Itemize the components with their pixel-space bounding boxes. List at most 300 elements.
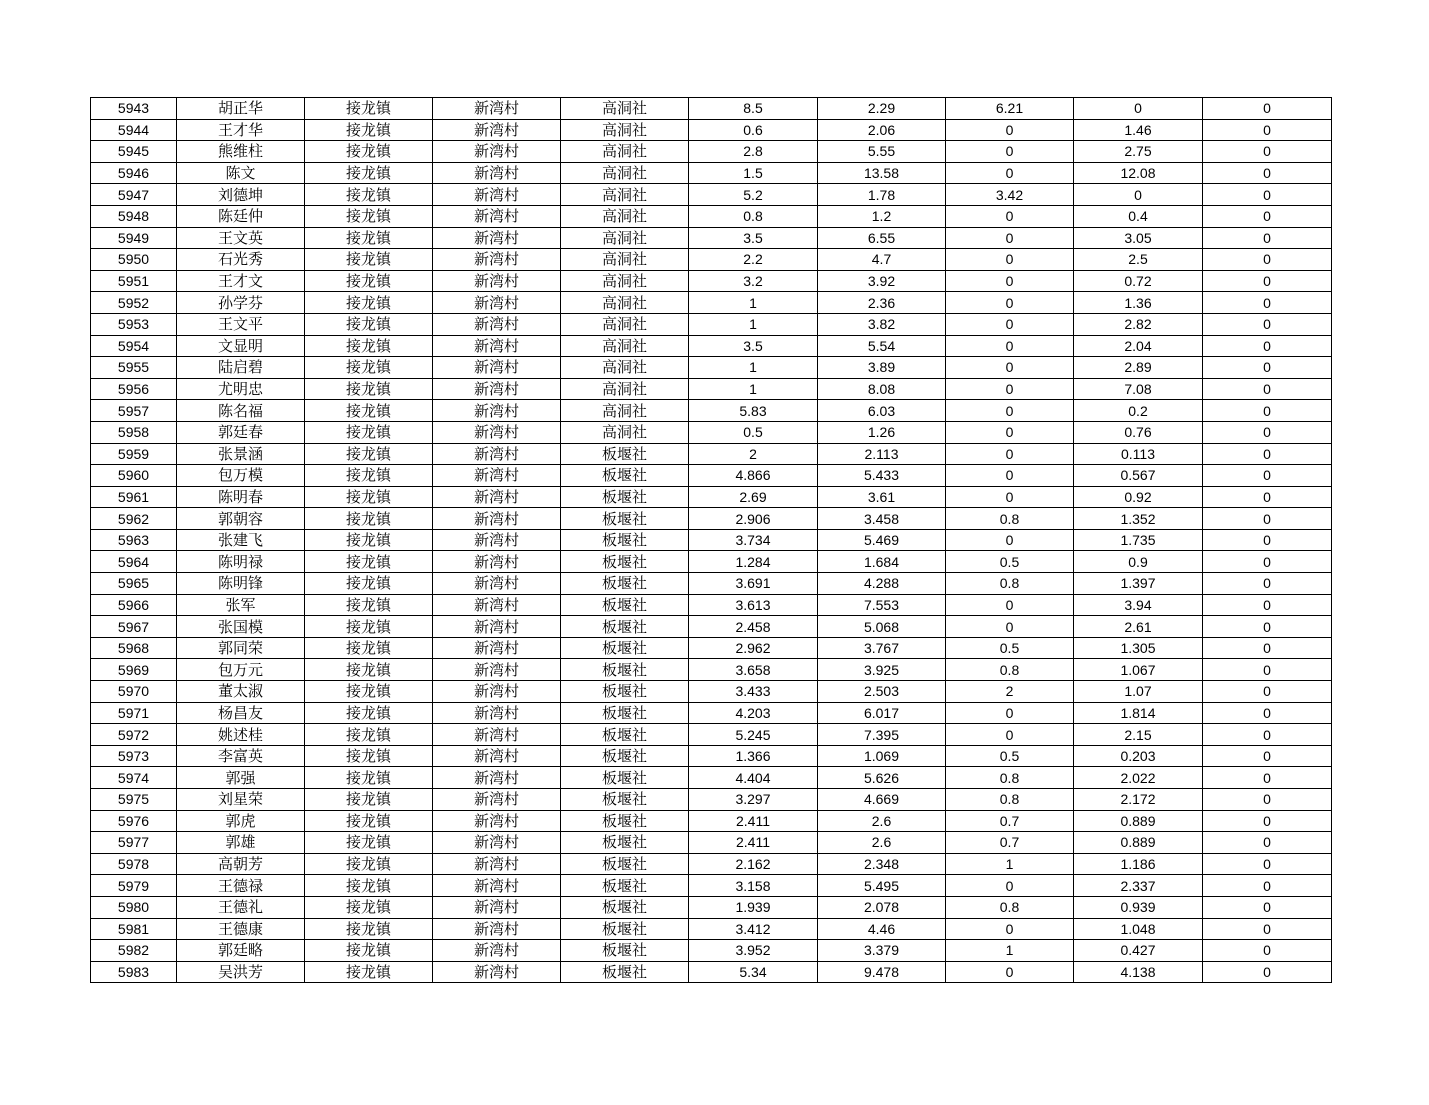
village-cell: 新湾村 bbox=[433, 637, 561, 659]
group-cell: 高洞社 bbox=[561, 421, 689, 443]
value-c-cell: 0 bbox=[946, 465, 1074, 487]
value-d-cell: 0.113 bbox=[1074, 443, 1203, 465]
row-id-cell: 5971 bbox=[91, 702, 177, 724]
row-id-cell: 5964 bbox=[91, 551, 177, 573]
value-a-cell: 3.952 bbox=[689, 940, 818, 962]
table-row bbox=[91, 659, 1332, 681]
value-b-cell: 1.78 bbox=[818, 184, 946, 206]
row-id-cell: 5961 bbox=[91, 486, 177, 508]
value-e-cell: 0 bbox=[1203, 875, 1332, 897]
row-id-cell: 5957 bbox=[91, 400, 177, 422]
value-a-cell: 3.433 bbox=[689, 681, 818, 703]
value-b-cell: 1.684 bbox=[818, 551, 946, 573]
town-cell: 接龙镇 bbox=[305, 249, 433, 271]
value-c-cell: 0 bbox=[946, 335, 1074, 357]
value-e-cell: 0 bbox=[1203, 940, 1332, 962]
value-c-cell: 0.5 bbox=[946, 745, 1074, 767]
village-cell: 新湾村 bbox=[433, 832, 561, 854]
value-e-cell: 0 bbox=[1203, 789, 1332, 811]
village-cell: 新湾村 bbox=[433, 918, 561, 940]
value-d-cell: 0.72 bbox=[1074, 270, 1203, 292]
name-cell: 吴洪芳 bbox=[177, 961, 305, 983]
value-d-cell: 1.352 bbox=[1074, 508, 1203, 530]
value-a-cell: 2.162 bbox=[689, 853, 818, 875]
value-e-cell: 0 bbox=[1203, 832, 1332, 854]
group-cell: 板堰社 bbox=[561, 789, 689, 811]
value-e-cell: 0 bbox=[1203, 551, 1332, 573]
table-row bbox=[91, 400, 1332, 422]
row-id-cell: 5953 bbox=[91, 313, 177, 335]
table-row bbox=[91, 853, 1332, 875]
town-cell: 接龙镇 bbox=[305, 789, 433, 811]
name-cell: 张军 bbox=[177, 594, 305, 616]
village-cell: 新湾村 bbox=[433, 184, 561, 206]
town-cell: 接龙镇 bbox=[305, 681, 433, 703]
name-cell: 陈廷仲 bbox=[177, 205, 305, 227]
value-d-cell: 2.04 bbox=[1074, 335, 1203, 357]
value-d-cell: 2.75 bbox=[1074, 141, 1203, 163]
town-cell: 接龙镇 bbox=[305, 529, 433, 551]
row-id-cell: 5948 bbox=[91, 205, 177, 227]
value-b-cell: 5.626 bbox=[818, 767, 946, 789]
value-d-cell: 1.186 bbox=[1074, 853, 1203, 875]
village-cell: 新湾村 bbox=[433, 681, 561, 703]
name-cell: 王文英 bbox=[177, 227, 305, 249]
value-e-cell: 0 bbox=[1203, 335, 1332, 357]
value-c-cell: 0 bbox=[946, 616, 1074, 638]
village-cell: 新湾村 bbox=[433, 205, 561, 227]
row-id-cell: 5958 bbox=[91, 421, 177, 443]
value-a-cell: 3.2 bbox=[689, 270, 818, 292]
value-b-cell: 4.7 bbox=[818, 249, 946, 271]
village-cell: 新湾村 bbox=[433, 961, 561, 983]
group-cell: 板堰社 bbox=[561, 940, 689, 962]
town-cell: 接龙镇 bbox=[305, 357, 433, 379]
row-id-cell: 5952 bbox=[91, 292, 177, 314]
village-cell: 新湾村 bbox=[433, 551, 561, 573]
name-cell: 郭廷春 bbox=[177, 421, 305, 443]
value-c-cell: 0 bbox=[946, 119, 1074, 141]
group-cell: 板堰社 bbox=[561, 896, 689, 918]
value-b-cell: 7.553 bbox=[818, 594, 946, 616]
value-b-cell: 3.925 bbox=[818, 659, 946, 681]
town-cell: 接龙镇 bbox=[305, 421, 433, 443]
town-cell: 接龙镇 bbox=[305, 119, 433, 141]
table-row bbox=[91, 249, 1332, 271]
table-row bbox=[91, 767, 1332, 789]
name-cell: 刘星荣 bbox=[177, 789, 305, 811]
table-row bbox=[91, 292, 1332, 314]
value-e-cell: 0 bbox=[1203, 594, 1332, 616]
town-cell: 接龙镇 bbox=[305, 896, 433, 918]
table-row bbox=[91, 875, 1332, 897]
group-cell: 高洞社 bbox=[561, 378, 689, 400]
value-e-cell: 0 bbox=[1203, 400, 1332, 422]
row-id-cell: 5945 bbox=[91, 141, 177, 163]
town-cell: 接龙镇 bbox=[305, 508, 433, 530]
value-a-cell: 3.734 bbox=[689, 529, 818, 551]
row-id-cell: 5954 bbox=[91, 335, 177, 357]
value-e-cell: 0 bbox=[1203, 270, 1332, 292]
group-cell: 板堰社 bbox=[561, 724, 689, 746]
row-id-cell: 5960 bbox=[91, 465, 177, 487]
value-a-cell: 1 bbox=[689, 357, 818, 379]
value-a-cell: 1 bbox=[689, 313, 818, 335]
town-cell: 接龙镇 bbox=[305, 184, 433, 206]
value-a-cell: 3.691 bbox=[689, 573, 818, 595]
value-a-cell: 3.658 bbox=[689, 659, 818, 681]
table-row bbox=[91, 702, 1332, 724]
value-d-cell: 2.15 bbox=[1074, 724, 1203, 746]
name-cell: 郭强 bbox=[177, 767, 305, 789]
value-a-cell: 0.6 bbox=[689, 119, 818, 141]
name-cell: 李富英 bbox=[177, 745, 305, 767]
group-cell: 高洞社 bbox=[561, 249, 689, 271]
town-cell: 接龙镇 bbox=[305, 767, 433, 789]
group-cell: 高洞社 bbox=[561, 270, 689, 292]
table-row bbox=[91, 745, 1332, 767]
town-cell: 接龙镇 bbox=[305, 486, 433, 508]
value-a-cell: 2 bbox=[689, 443, 818, 465]
value-d-cell: 0.92 bbox=[1074, 486, 1203, 508]
town-cell: 接龙镇 bbox=[305, 378, 433, 400]
value-b-cell: 2.6 bbox=[818, 810, 946, 832]
town-cell: 接龙镇 bbox=[305, 292, 433, 314]
value-a-cell: 2.8 bbox=[689, 141, 818, 163]
value-d-cell: 2.89 bbox=[1074, 357, 1203, 379]
village-cell: 新湾村 bbox=[433, 853, 561, 875]
group-cell: 高洞社 bbox=[561, 357, 689, 379]
value-a-cell: 3.412 bbox=[689, 918, 818, 940]
table-row bbox=[91, 141, 1332, 163]
group-cell: 板堰社 bbox=[561, 961, 689, 983]
table-row bbox=[91, 961, 1332, 983]
village-cell: 新湾村 bbox=[433, 119, 561, 141]
name-cell: 石光秀 bbox=[177, 249, 305, 271]
value-c-cell: 2 bbox=[946, 681, 1074, 703]
village-cell: 新湾村 bbox=[433, 443, 561, 465]
group-cell: 板堰社 bbox=[561, 486, 689, 508]
name-cell: 孙学芬 bbox=[177, 292, 305, 314]
group-cell: 板堰社 bbox=[561, 745, 689, 767]
town-cell: 接龙镇 bbox=[305, 270, 433, 292]
village-cell: 新湾村 bbox=[433, 292, 561, 314]
value-b-cell: 2.078 bbox=[818, 896, 946, 918]
value-a-cell: 1.5 bbox=[689, 162, 818, 184]
value-b-cell: 5.495 bbox=[818, 875, 946, 897]
value-e-cell: 0 bbox=[1203, 205, 1332, 227]
value-d-cell: 2.022 bbox=[1074, 767, 1203, 789]
value-a-cell: 2.411 bbox=[689, 810, 818, 832]
name-cell: 胡正华 bbox=[177, 98, 305, 120]
table-row bbox=[91, 378, 1332, 400]
value-a-cell: 8.5 bbox=[689, 98, 818, 120]
table-row bbox=[91, 551, 1332, 573]
value-a-cell: 5.245 bbox=[689, 724, 818, 746]
village-cell: 新湾村 bbox=[433, 724, 561, 746]
row-id-cell: 5965 bbox=[91, 573, 177, 595]
value-a-cell: 1.939 bbox=[689, 896, 818, 918]
value-b-cell: 4.46 bbox=[818, 918, 946, 940]
group-cell: 高洞社 bbox=[561, 335, 689, 357]
table-row bbox=[91, 205, 1332, 227]
group-cell: 高洞社 bbox=[561, 119, 689, 141]
town-cell: 接龙镇 bbox=[305, 205, 433, 227]
value-c-cell: 0 bbox=[946, 486, 1074, 508]
value-d-cell: 1.814 bbox=[1074, 702, 1203, 724]
row-id-cell: 5972 bbox=[91, 724, 177, 746]
row-id-cell: 5963 bbox=[91, 529, 177, 551]
value-a-cell: 3.158 bbox=[689, 875, 818, 897]
row-id-cell: 5943 bbox=[91, 98, 177, 120]
town-cell: 接龙镇 bbox=[305, 551, 433, 573]
table-row bbox=[91, 594, 1332, 616]
group-cell: 板堰社 bbox=[561, 659, 689, 681]
village-cell: 新湾村 bbox=[433, 810, 561, 832]
village-cell: 新湾村 bbox=[433, 940, 561, 962]
value-c-cell: 0.5 bbox=[946, 551, 1074, 573]
value-c-cell: 0.5 bbox=[946, 637, 1074, 659]
table-row bbox=[91, 940, 1332, 962]
row-id-cell: 5966 bbox=[91, 594, 177, 616]
value-c-cell: 0 bbox=[946, 357, 1074, 379]
village-cell: 新湾村 bbox=[433, 616, 561, 638]
table-row bbox=[91, 896, 1332, 918]
table-row bbox=[91, 227, 1332, 249]
value-a-cell: 1.366 bbox=[689, 745, 818, 767]
group-cell: 板堰社 bbox=[561, 637, 689, 659]
value-c-cell: 0.8 bbox=[946, 896, 1074, 918]
row-id-cell: 5955 bbox=[91, 357, 177, 379]
name-cell: 熊维柱 bbox=[177, 141, 305, 163]
value-b-cell: 5.068 bbox=[818, 616, 946, 638]
value-a-cell: 4.203 bbox=[689, 702, 818, 724]
table-body bbox=[91, 98, 1332, 983]
town-cell: 接龙镇 bbox=[305, 961, 433, 983]
row-id-cell: 5946 bbox=[91, 162, 177, 184]
value-c-cell: 0 bbox=[946, 205, 1074, 227]
value-c-cell: 0 bbox=[946, 227, 1074, 249]
table-row bbox=[91, 637, 1332, 659]
row-id-cell: 5977 bbox=[91, 832, 177, 854]
value-b-cell: 1.2 bbox=[818, 205, 946, 227]
group-cell: 板堰社 bbox=[561, 810, 689, 832]
value-a-cell: 4.404 bbox=[689, 767, 818, 789]
value-d-cell: 1.067 bbox=[1074, 659, 1203, 681]
group-cell: 板堰社 bbox=[561, 853, 689, 875]
value-c-cell: 0 bbox=[946, 421, 1074, 443]
name-cell: 姚述桂 bbox=[177, 724, 305, 746]
value-c-cell: 0 bbox=[946, 400, 1074, 422]
village-cell: 新湾村 bbox=[433, 465, 561, 487]
village-cell: 新湾村 bbox=[433, 875, 561, 897]
town-cell: 接龙镇 bbox=[305, 465, 433, 487]
value-e-cell: 0 bbox=[1203, 745, 1332, 767]
table-row bbox=[91, 681, 1332, 703]
value-a-cell: 1 bbox=[689, 378, 818, 400]
town-cell: 接龙镇 bbox=[305, 162, 433, 184]
group-cell: 高洞社 bbox=[561, 141, 689, 163]
row-id-cell: 5973 bbox=[91, 745, 177, 767]
town-cell: 接龙镇 bbox=[305, 227, 433, 249]
table-row bbox=[91, 508, 1332, 530]
value-d-cell: 0.9 bbox=[1074, 551, 1203, 573]
value-a-cell: 3.613 bbox=[689, 594, 818, 616]
village-cell: 新湾村 bbox=[433, 594, 561, 616]
village-cell: 新湾村 bbox=[433, 486, 561, 508]
group-cell: 板堰社 bbox=[561, 551, 689, 573]
town-cell: 接龙镇 bbox=[305, 616, 433, 638]
value-d-cell: 2.172 bbox=[1074, 789, 1203, 811]
value-e-cell: 0 bbox=[1203, 421, 1332, 443]
group-cell: 板堰社 bbox=[561, 616, 689, 638]
town-cell: 接龙镇 bbox=[305, 443, 433, 465]
group-cell: 高洞社 bbox=[561, 292, 689, 314]
data-table bbox=[90, 97, 1332, 983]
value-e-cell: 0 bbox=[1203, 896, 1332, 918]
village-cell: 新湾村 bbox=[433, 141, 561, 163]
value-d-cell: 0.203 bbox=[1074, 745, 1203, 767]
value-b-cell: 4.288 bbox=[818, 573, 946, 595]
value-b-cell: 6.03 bbox=[818, 400, 946, 422]
table-row bbox=[91, 98, 1332, 120]
row-id-cell: 5983 bbox=[91, 961, 177, 983]
value-d-cell: 0.567 bbox=[1074, 465, 1203, 487]
value-a-cell: 5.34 bbox=[689, 961, 818, 983]
value-d-cell: 2.82 bbox=[1074, 313, 1203, 335]
value-b-cell: 3.458 bbox=[818, 508, 946, 530]
village-cell: 新湾村 bbox=[433, 357, 561, 379]
name-cell: 王德禄 bbox=[177, 875, 305, 897]
name-cell: 陈明锋 bbox=[177, 573, 305, 595]
value-d-cell: 0.2 bbox=[1074, 400, 1203, 422]
value-d-cell: 1.305 bbox=[1074, 637, 1203, 659]
table-row bbox=[91, 184, 1332, 206]
town-cell: 接龙镇 bbox=[305, 573, 433, 595]
value-b-cell: 3.92 bbox=[818, 270, 946, 292]
value-a-cell: 2.2 bbox=[689, 249, 818, 271]
value-a-cell: 1 bbox=[689, 292, 818, 314]
value-c-cell: 6.21 bbox=[946, 98, 1074, 120]
value-c-cell: 0.8 bbox=[946, 789, 1074, 811]
group-cell: 板堰社 bbox=[561, 702, 689, 724]
name-cell: 尤明忠 bbox=[177, 378, 305, 400]
group-cell: 高洞社 bbox=[561, 98, 689, 120]
group-cell: 高洞社 bbox=[561, 313, 689, 335]
value-a-cell: 5.2 bbox=[689, 184, 818, 206]
value-d-cell: 2.61 bbox=[1074, 616, 1203, 638]
value-c-cell: 0.8 bbox=[946, 573, 1074, 595]
value-c-cell: 0 bbox=[946, 961, 1074, 983]
table-row bbox=[91, 810, 1332, 832]
row-id-cell: 5944 bbox=[91, 119, 177, 141]
value-b-cell: 3.82 bbox=[818, 313, 946, 335]
value-e-cell: 0 bbox=[1203, 98, 1332, 120]
value-c-cell: 1 bbox=[946, 853, 1074, 875]
value-e-cell: 0 bbox=[1203, 961, 1332, 983]
group-cell: 板堰社 bbox=[561, 529, 689, 551]
value-e-cell: 0 bbox=[1203, 184, 1332, 206]
value-d-cell: 0.889 bbox=[1074, 832, 1203, 854]
value-a-cell: 2.69 bbox=[689, 486, 818, 508]
table-row bbox=[91, 313, 1332, 335]
value-a-cell: 3.5 bbox=[689, 335, 818, 357]
value-b-cell: 3.61 bbox=[818, 486, 946, 508]
value-a-cell: 3.5 bbox=[689, 227, 818, 249]
value-c-cell: 0 bbox=[946, 292, 1074, 314]
value-e-cell: 0 bbox=[1203, 227, 1332, 249]
name-cell: 董太淑 bbox=[177, 681, 305, 703]
village-cell: 新湾村 bbox=[433, 789, 561, 811]
table-row bbox=[91, 465, 1332, 487]
value-b-cell: 1.26 bbox=[818, 421, 946, 443]
town-cell: 接龙镇 bbox=[305, 918, 433, 940]
row-id-cell: 5949 bbox=[91, 227, 177, 249]
town-cell: 接龙镇 bbox=[305, 832, 433, 854]
town-cell: 接龙镇 bbox=[305, 637, 433, 659]
row-id-cell: 5980 bbox=[91, 896, 177, 918]
value-a-cell: 3.297 bbox=[689, 789, 818, 811]
value-d-cell: 7.08 bbox=[1074, 378, 1203, 400]
value-e-cell: 0 bbox=[1203, 573, 1332, 595]
value-b-cell: 6.017 bbox=[818, 702, 946, 724]
value-e-cell: 0 bbox=[1203, 119, 1332, 141]
village-cell: 新湾村 bbox=[433, 378, 561, 400]
table-row bbox=[91, 529, 1332, 551]
value-a-cell: 2.411 bbox=[689, 832, 818, 854]
group-cell: 板堰社 bbox=[561, 465, 689, 487]
village-cell: 新湾村 bbox=[433, 745, 561, 767]
table-row bbox=[91, 616, 1332, 638]
value-a-cell: 2.906 bbox=[689, 508, 818, 530]
name-cell: 郭虎 bbox=[177, 810, 305, 832]
town-cell: 接龙镇 bbox=[305, 141, 433, 163]
value-e-cell: 0 bbox=[1203, 810, 1332, 832]
value-a-cell: 1.284 bbox=[689, 551, 818, 573]
value-c-cell: 0 bbox=[946, 162, 1074, 184]
value-d-cell: 0 bbox=[1074, 98, 1203, 120]
group-cell: 板堰社 bbox=[561, 767, 689, 789]
row-id-cell: 5974 bbox=[91, 767, 177, 789]
value-b-cell: 2.113 bbox=[818, 443, 946, 465]
town-cell: 接龙镇 bbox=[305, 313, 433, 335]
table-row bbox=[91, 162, 1332, 184]
group-cell: 板堰社 bbox=[561, 681, 689, 703]
name-cell: 杨昌友 bbox=[177, 702, 305, 724]
group-cell: 板堰社 bbox=[561, 443, 689, 465]
table-row bbox=[91, 573, 1332, 595]
value-c-cell: 0 bbox=[946, 702, 1074, 724]
table-row bbox=[91, 443, 1332, 465]
value-d-cell: 1.397 bbox=[1074, 573, 1203, 595]
name-cell: 文显明 bbox=[177, 335, 305, 357]
town-cell: 接龙镇 bbox=[305, 98, 433, 120]
town-cell: 接龙镇 bbox=[305, 724, 433, 746]
town-cell: 接龙镇 bbox=[305, 594, 433, 616]
town-cell: 接龙镇 bbox=[305, 702, 433, 724]
row-id-cell: 5956 bbox=[91, 378, 177, 400]
name-cell: 郭廷略 bbox=[177, 940, 305, 962]
value-e-cell: 0 bbox=[1203, 292, 1332, 314]
value-e-cell: 0 bbox=[1203, 681, 1332, 703]
value-e-cell: 0 bbox=[1203, 162, 1332, 184]
village-cell: 新湾村 bbox=[433, 421, 561, 443]
value-e-cell: 0 bbox=[1203, 508, 1332, 530]
row-id-cell: 5979 bbox=[91, 875, 177, 897]
value-c-cell: 0 bbox=[946, 594, 1074, 616]
group-cell: 高洞社 bbox=[561, 227, 689, 249]
value-d-cell: 1.735 bbox=[1074, 529, 1203, 551]
